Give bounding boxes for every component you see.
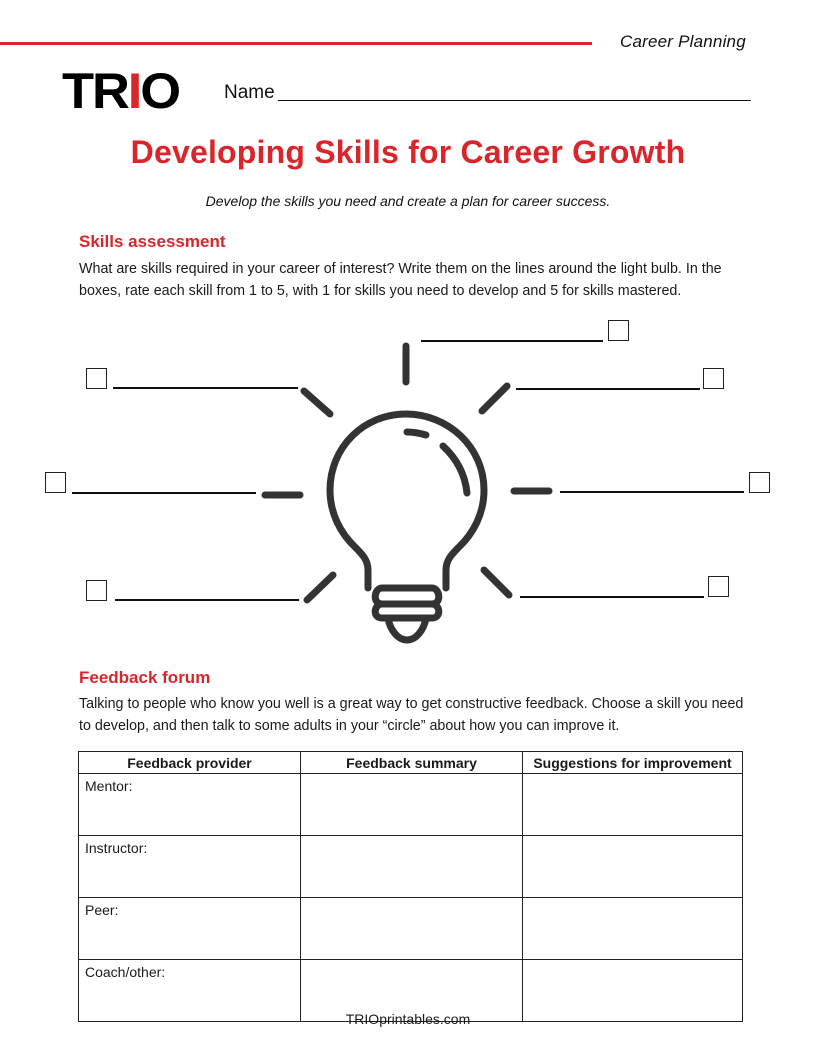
trio-logo [62, 63, 180, 119]
summary-cell[interactable] [301, 774, 523, 836]
provider-cell[interactable]: Instructor: [79, 836, 301, 898]
suggestions-cell[interactable] [523, 774, 743, 836]
table-row [79, 836, 743, 898]
feedback-forum-heading: Feedback forum [79, 668, 211, 687]
rating-box-middle-left[interactable] [45, 472, 66, 493]
table-row [79, 898, 743, 960]
provider-cell[interactable]: Peer: [79, 898, 301, 960]
skills-assessment-heading: Skills assessment [79, 232, 226, 251]
skill-line-middle-right[interactable] [560, 491, 744, 493]
feedback-forum-instructions: Talking to people who know you well is a great way to get constructive feedback. Choose a skill you need to develop, and then talk to some adults in your “circle” about how you can improve it. [79, 696, 744, 734]
light-bulb-icon [256, 336, 556, 652]
rating-box-top-right[interactable] [608, 320, 629, 341]
logo-text-i: I [127, 63, 141, 119]
logo-text-o: O [140, 63, 180, 119]
skills-assessment-instructions: What are skills required in your career of interest? Write them on the lines around the light bulb. In the boxes, rate each skill from 1 to 5, with 1 for skills you need to develop and 5 for skills mastered. [79, 261, 722, 299]
summary-cell[interactable] [301, 836, 523, 898]
skill-line-middle-left[interactable] [72, 492, 256, 494]
header-feedback-summary: Feedback summary [301, 752, 523, 774]
provider-cell[interactable]: Mentor: [79, 774, 301, 836]
name-label: Name [224, 82, 275, 103]
page-title: Developing Skills for Career Growth [130, 134, 686, 170]
rating-box-upper-left[interactable] [86, 368, 107, 389]
logo-text-tr: TR [62, 63, 128, 119]
provider-cell[interactable]: Coach/other: [79, 960, 301, 1022]
header-rule [0, 42, 592, 45]
table-header-row [79, 752, 743, 774]
rating-box-middle-right[interactable] [749, 472, 770, 493]
footer-url[interactable]: TRIOprintables.com [345, 1011, 471, 1027]
category-label: Career Planning [620, 32, 746, 51]
page-subtitle: Develop the skills you need and create a plan for career success. [205, 193, 611, 209]
summary-cell[interactable] [301, 898, 523, 960]
header-suggestions: Suggestions for improvement [523, 752, 743, 774]
suggestions-cell[interactable] [523, 898, 743, 960]
rating-box-lower-right[interactable] [708, 576, 729, 597]
header-feedback-provider: Feedback provider [79, 752, 301, 774]
suggestions-cell[interactable] [523, 836, 743, 898]
name-field[interactable] [278, 100, 751, 101]
rating-box-upper-right[interactable] [703, 368, 724, 389]
rating-box-lower-left[interactable] [86, 580, 107, 601]
table-row [79, 774, 743, 836]
feedback-table [78, 751, 743, 1022]
